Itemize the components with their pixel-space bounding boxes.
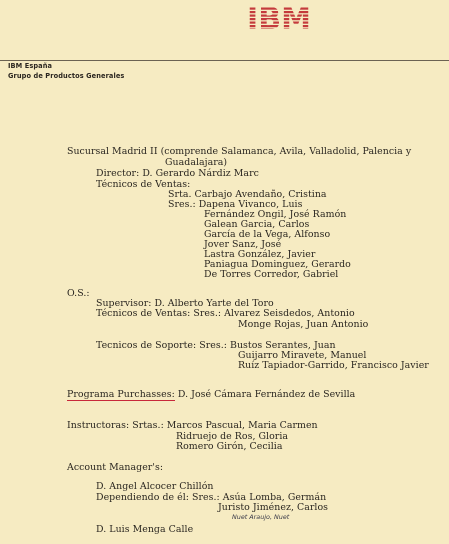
branch-line: Sucursal Madrid II (comprende Salamanca, Avila, Valladolid, Palencia y <box>67 146 412 157</box>
staff-line: Paniagua Dominguez, Gerardo <box>204 259 351 270</box>
supervisor-line: Supervisor: D. Alberto Yarte del Toro <box>96 298 274 309</box>
ibm-logo <box>246 4 312 32</box>
program-heading: Programa Purchasses: <box>67 389 175 400</box>
staff-line: Galean Garcia, Carlos <box>204 219 310 230</box>
staff-line: Romero Girón, Cecilia <box>176 441 283 452</box>
program-lead: D. José Cámara Fernández de Sevilla <box>177 389 356 400</box>
branch-line-cont: Guadalajara) <box>165 157 228 168</box>
group-name: Grupo de Productos Generales <box>8 72 125 80</box>
manager-line: D. Luis Menga Calle <box>96 524 194 535</box>
director-line: Director: D. Gerardo Nárdiz Marc <box>96 168 259 179</box>
staff-line: Sres.: Dapena Vivanco, Luis <box>168 199 303 210</box>
company-name: IBM España <box>8 62 53 70</box>
staff-line: Ruíz Tapiador-Garrido, Francisco Javier <box>238 360 429 371</box>
header-divider <box>0 60 449 61</box>
staff-line: Srta. Carbajo Avendaño, Cristina <box>168 189 327 200</box>
os-heading: O.S.: <box>67 288 90 299</box>
handwritten-note: Nuet Araujo, Nuet <box>232 513 290 521</box>
staff-line: Monge Rojas, Juan Antonio <box>238 319 369 330</box>
staff-line: Guijarro Miravete, Manuel <box>238 350 367 361</box>
account-managers-heading: Account Manager's: <box>67 462 164 473</box>
staff-line: Juristo Jiménez, Carlos <box>218 502 329 513</box>
instructors-line: Instructoras: Srtas.: Marcos Pascual, Maria Carmen <box>67 420 318 431</box>
manager-line: D. Angel Alcocer Chillón <box>96 481 214 492</box>
reports-line: Dependiendo de él: Sres.: Asúa Lomba, Germán <box>96 492 327 503</box>
staff-line: De Torres Corredor, Gabriel <box>204 269 339 280</box>
staff-line: Lastra González, Javier <box>204 249 316 260</box>
staff-line: Técnicos de Ventas: Sres.: Alvarez Seisdedos, Antonio <box>96 308 355 319</box>
staff-line: García de la Vega, Alfonso <box>204 229 331 240</box>
staff-line: Fernández Ongil, José Ramón <box>204 209 347 220</box>
staff-line: Jover Sanz, José <box>204 239 282 250</box>
support-tech-line: Tecnicos de Soporte: Sres.: Bustos Serantes, Juan <box>96 340 336 351</box>
sales-tech-heading: Técnicos de Ventas: <box>96 179 191 190</box>
staff-line: Ridruejo de Ros, Gloria <box>176 431 289 442</box>
